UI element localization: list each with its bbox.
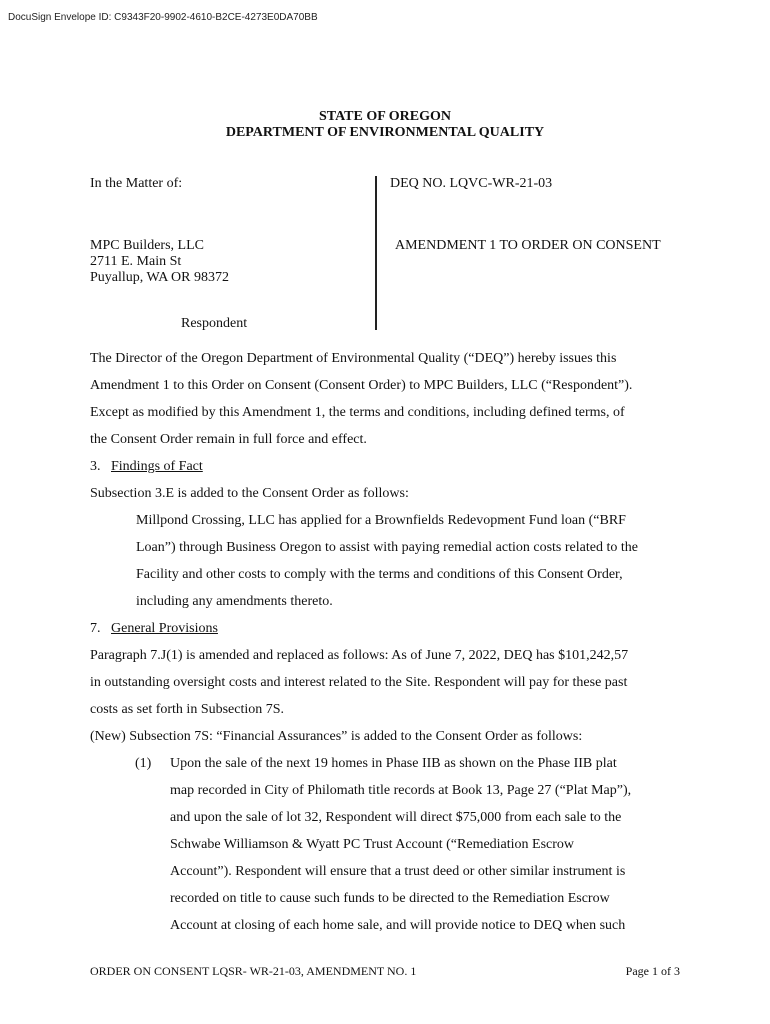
envelope-id: DocuSign Envelope ID: C9343F20-9902-4610-B2CE-4273E0DA70BB — [8, 12, 318, 23]
footer-document-ref: ORDER ON CONSENT LQSR- WR-21-03, AMENDMENT NO. 1 — [90, 964, 417, 978]
caption-address-line2: Puyallup, WA OR 98372 — [90, 270, 229, 285]
text-line: recorded on title to cause such funds to be directed to the Remediation Escrow — [170, 891, 610, 906]
intro-paragraph — [90, 345, 638, 939]
text-line: Paragraph 7.J(1) is amended and replaced as follows: As of June 7, 2022, DEQ has $101,242,57 — [90, 648, 629, 663]
caption-respondent-name: MPC Builders, LLC — [90, 238, 204, 253]
section-number: 3. — [90, 459, 101, 474]
text-line: costs as set forth in Subsection 7S. — [90, 702, 285, 717]
text-line: Account”). Respondent will ensure that a trust deed or other similar instrument is — [170, 864, 626, 879]
text-line: Except as modified by this Amendment 1, the terms and conditions, including defined terms, of — [90, 405, 625, 420]
caption-document-title: AMENDMENT 1 TO ORDER ON CONSENT — [395, 238, 661, 253]
text-line: including any amendments thereto. — [136, 594, 333, 609]
caption-address-line1: 2711 E. Main St — [90, 254, 182, 269]
section-7-heading — [90, 615, 638, 642]
text-line: Account at closing of each home sale, and will provide notice to DEQ when such — [170, 918, 626, 933]
text-line: Schwabe Williamson & Wyatt PC Trust Account (“Remediation Escrow — [170, 837, 575, 852]
section-3-heading — [90, 453, 638, 480]
caption-deq-number: DEQ NO. LQVC-WR-21-03 — [390, 176, 553, 191]
findings-block-quote — [90, 507, 638, 615]
text-line: Subsection 3.E is added to the Consent Order as follows: — [90, 486, 409, 501]
text-line: Loan”) through Business Oregon to assist with paying remedial action costs related to the — [136, 540, 638, 555]
text-line: The Director of the Oregon Department of Environmental Quality (“DEQ”) hereby issues this — [90, 351, 617, 366]
footer-page-number: Page 1 of 3 — [625, 964, 680, 978]
text-line: map recorded in City of Philomath title records at Book 13, Page 27 (“Plat Map”), — [170, 783, 632, 798]
header-state: STATE OF OREGON — [319, 109, 451, 124]
section-title: Findings of Fact — [111, 459, 203, 474]
caption-matter: In the Matter of: — [90, 176, 183, 191]
caption-divider — [375, 176, 377, 330]
text-line: in outstanding oversight costs and interest related to the Site. Respondent will pay for these past — [90, 675, 628, 690]
text-line: Amendment 1 to this Order on Consent (Consent Order) to MPC Builders, LLC (“Respondent”). — [90, 378, 633, 393]
item-number: (1) — [135, 756, 152, 771]
text-line: (New) Subsection 7S: “Financial Assurances” is added to the Consent Order as follows: — [90, 729, 583, 744]
section-number: 7. — [90, 621, 101, 636]
header-department: DEPARTMENT OF ENVIRONMENTAL QUALITY — [225, 125, 545, 140]
text-line: Facility and other costs to comply with the terms and conditions of this Consent Order, — [136, 567, 623, 582]
caption-respondent-label: Respondent — [181, 316, 248, 331]
text-line: Millpond Crossing, LLC has applied for a Brownfields Redevopment Fund loan (“BRF — [136, 513, 626, 528]
text-line: the Consent Order remain in full force and effect. — [90, 432, 367, 447]
text-line: and upon the sale of lot 32, Respondent will direct $75,000 from each sale to the — [170, 810, 622, 825]
text-line: Upon the sale of the next 19 homes in Phase IIB as shown on the Phase IIB plat — [170, 756, 617, 771]
numbered-item-1 — [90, 750, 638, 939]
section-title: General Provisions — [111, 621, 218, 636]
